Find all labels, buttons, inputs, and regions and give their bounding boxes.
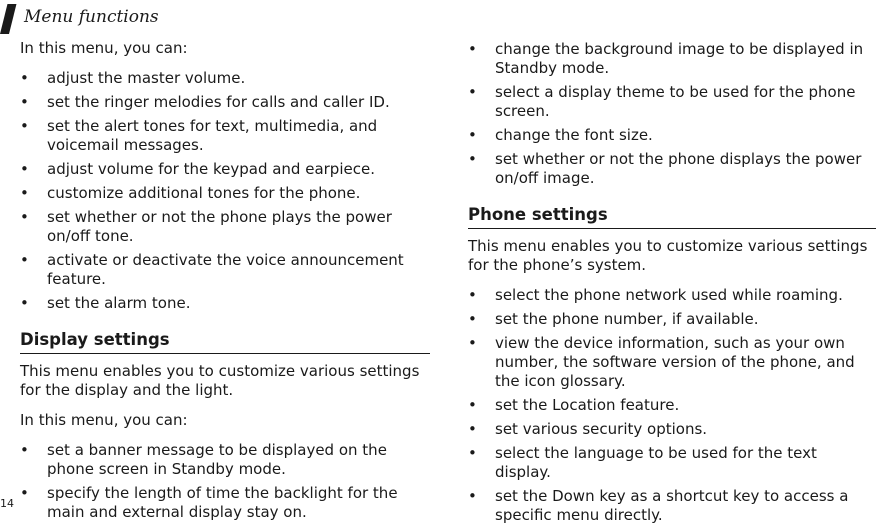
bullet-icon: • [20,93,29,111]
bullet-icon: • [20,160,29,178]
bullet-icon: • [20,184,29,202]
left-column [20,39,430,527]
page-number: 14 [0,497,14,510]
phone-settings-description: This menu enables you to customize various settings for the phone’s system. [468,237,868,274]
list-item: • set the ringer melodies for calls and caller ID. [20,93,390,111]
display-settings-heading: Display settings [20,329,430,354]
list-item: • select the phone network used while roaming. [468,286,843,304]
intro-text: In this menu, you can: [20,39,188,57]
display-continued-bullet-list [468,40,876,188]
list-item: • set whether or not the phone plays the power on/off tone. [20,208,392,245]
list-item: • set a banner message to be displayed on the phone screen in Standby mode. [20,441,387,478]
list-item: • set the alert tones for text, multimedia, and voicemail messages. [20,117,378,154]
list-item: • set the phone number, if available. [468,310,759,328]
bullet-icon: • [20,484,29,502]
list-item: • set the Down key as a shortcut key to access a specific menu directly. [468,487,849,524]
list-item: • view the device information, such as your own number, the software version of the phone, and the icon glossary. [468,334,855,390]
bullet-icon: • [468,310,477,328]
bullet-icon: • [20,117,29,135]
header-accent-bar [0,4,16,34]
phone-bullet-list [468,286,876,525]
sound-bullet-list [20,69,430,313]
bullet-icon: • [468,396,477,414]
list-item: • select the language to be used for the text display. [468,444,817,481]
list-item: • specify the length of time the backlight for the main and external display stay on. [20,484,398,521]
list-item: • set the alarm tone. [20,294,191,312]
display-intro-text: In this menu, you can: [20,411,188,429]
bullet-icon: • [468,334,477,352]
page-header [0,4,300,32]
bullet-icon: • [468,150,477,168]
list-item: • change the font size. [468,126,653,144]
bullet-icon: • [468,40,477,58]
bullet-icon: • [468,487,477,505]
bullet-icon: • [20,251,29,269]
list-item: • activate or deactivate the voice announcement feature. [20,251,404,288]
list-item: • change the background image to be displayed in Standby mode. [468,40,864,77]
bullet-icon: • [20,441,29,459]
bullet-icon: • [20,294,29,312]
bullet-icon: • [468,444,477,462]
bullet-icon: • [468,286,477,304]
list-item: • set various security options. [468,420,708,438]
right-column [468,40,876,530]
phone-settings-heading: Phone settings [468,204,876,229]
list-item: • set whether or not the phone displays the power on/off image. [468,150,862,187]
bullet-icon: • [20,69,29,87]
list-item: • set the Location feature. [468,396,680,414]
list-item: • adjust volume for the keypad and earpiece. [20,160,375,178]
bullet-icon: • [20,208,29,226]
list-item: • adjust the master volume. [20,69,246,87]
header-title: Menu functions [24,7,159,27]
display-bullet-list [20,441,430,522]
display-settings-description: This menu enables you to customize various settings for the display and the light. [20,362,420,399]
list-item: • select a display theme to be used for the phone screen. [468,83,856,120]
list-item: • customize additional tones for the phone. [20,184,361,202]
bullet-icon: • [468,420,477,438]
bullet-icon: • [468,83,477,101]
bullet-icon: • [468,126,477,144]
